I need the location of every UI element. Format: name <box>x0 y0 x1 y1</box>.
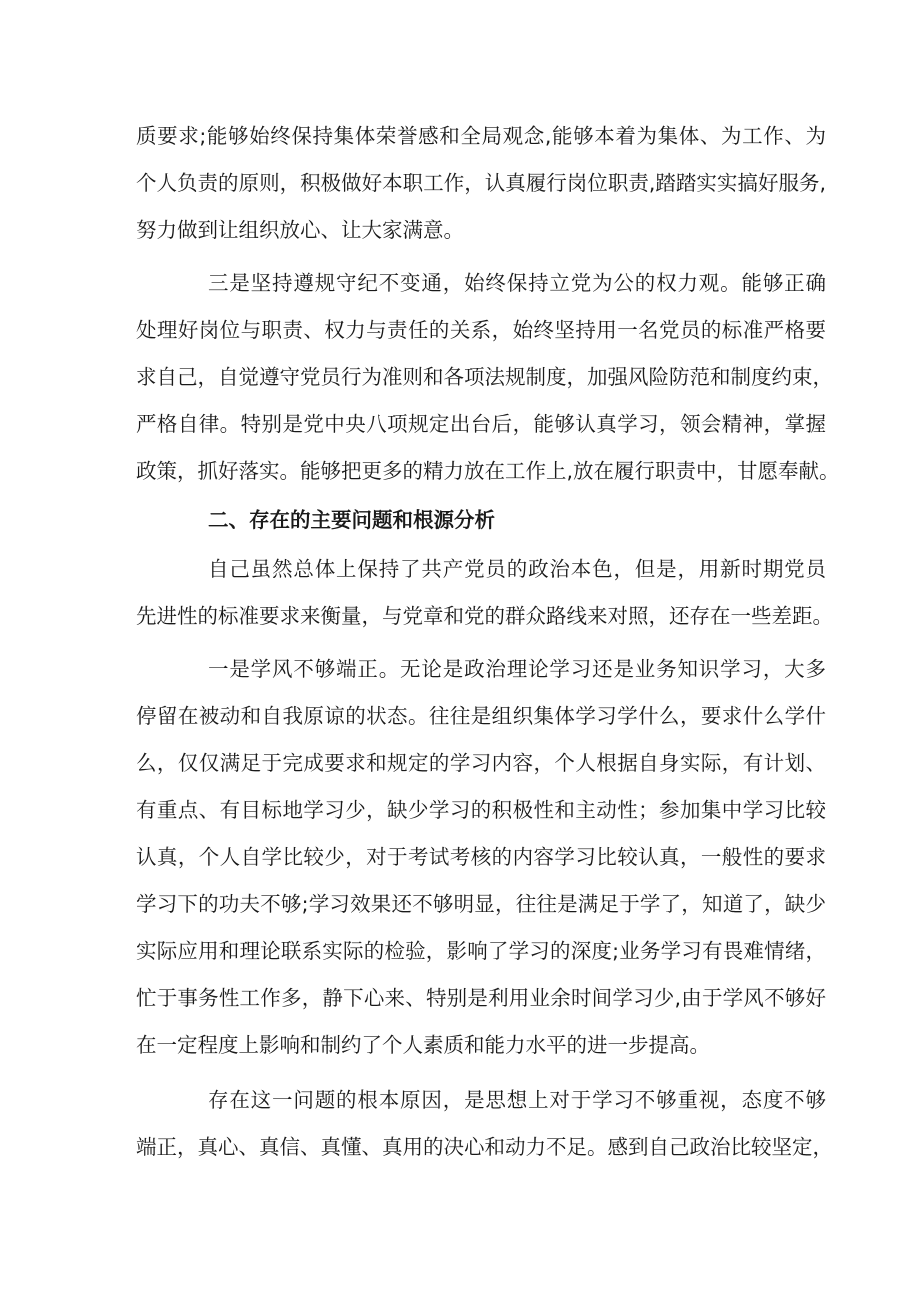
paragraph-first-line: 三是坚持遵规守纪不变通，始终保持立党为公的权力观。能够正确 <box>208 271 826 295</box>
text-line: 在一定程度上影响和制约了个人素质和能力水平的进一步提高。 <box>136 1033 710 1057</box>
text-line: 政策，抓好落实。能够把更多的精力放在工作上,放在履行职责中，甘愿奉献。 <box>136 459 840 483</box>
section-heading: 二、存在的主要问题和根源分析 <box>208 508 495 532</box>
paragraph-first-line: 自己虽然总体上保持了共产党员的政治本色，但是，用新时期党员 <box>208 557 826 581</box>
text-line: 实际应用和理论联系实际的检验，影响了学习的深度;业务学习有畏难情绪， <box>136 939 826 963</box>
text-line: 求自己，自觉遵守党员行为准则和各项法规制度，加强风险防范和制度约束， <box>136 365 833 389</box>
text-line: 有重点、有目标地学习少，缺少学习的积极性和主动性；参加集中学习比较 <box>136 798 826 822</box>
text-line: 处理好岗位与职责、权力与责任的关系，始终坚持用一名党员的标准严格要 <box>136 318 826 342</box>
text-line: 认真，个人自学比较少，对于考试考核的内容学习比较认真，一般性的要求 <box>136 845 826 869</box>
paragraph-first-line: 存在这一问题的根本原因，是思想上对于学习不够重视，态度不够 <box>208 1088 826 1112</box>
text-line: 严格自律。特别是党中央八项规定出台后，能够认真学习，领会精神，掌握 <box>136 412 826 436</box>
text-line: 学习下的功夫不够;学习效果还不够明显，往往是满足于学了，知道了，缺少 <box>136 892 826 916</box>
text-line: 个人负责的原则，积极做好本职工作，认真履行岗位职责,踏踏实实搞好服务, <box>136 171 826 195</box>
paragraph-first-line: 一是学风不够端正。无论是政治理论学习还是业务知识学习，大多 <box>208 657 826 681</box>
text-line: 努力做到让组织放心、让大家满意。 <box>136 218 464 242</box>
text-line: 停留在被动和自我原谅的状态。往往是组织集体学习学什么，要求什么学什 <box>136 704 826 728</box>
text-line: 端正，真心、真信、真懂、真用的决心和动力不足。感到自己政治比较坚定， <box>136 1135 833 1159</box>
text-line: 质要求;能够始终保持集体荣誉感和全局观念,能够本着为集体、为工作、为 <box>136 124 826 148</box>
text-line: 忙于事务性工作多，静下心来、特别是利用业余时间学习少,由于学风不够好 <box>136 986 826 1010</box>
text-line: 先进性的标准要求来衡量，与党章和党的群众路线来对照，还存在一些差距。 <box>136 604 833 628</box>
text-line: 么，仅仅满足于完成要求和规定的学习内容，个人根据自身实际，有计划、 <box>136 751 826 775</box>
